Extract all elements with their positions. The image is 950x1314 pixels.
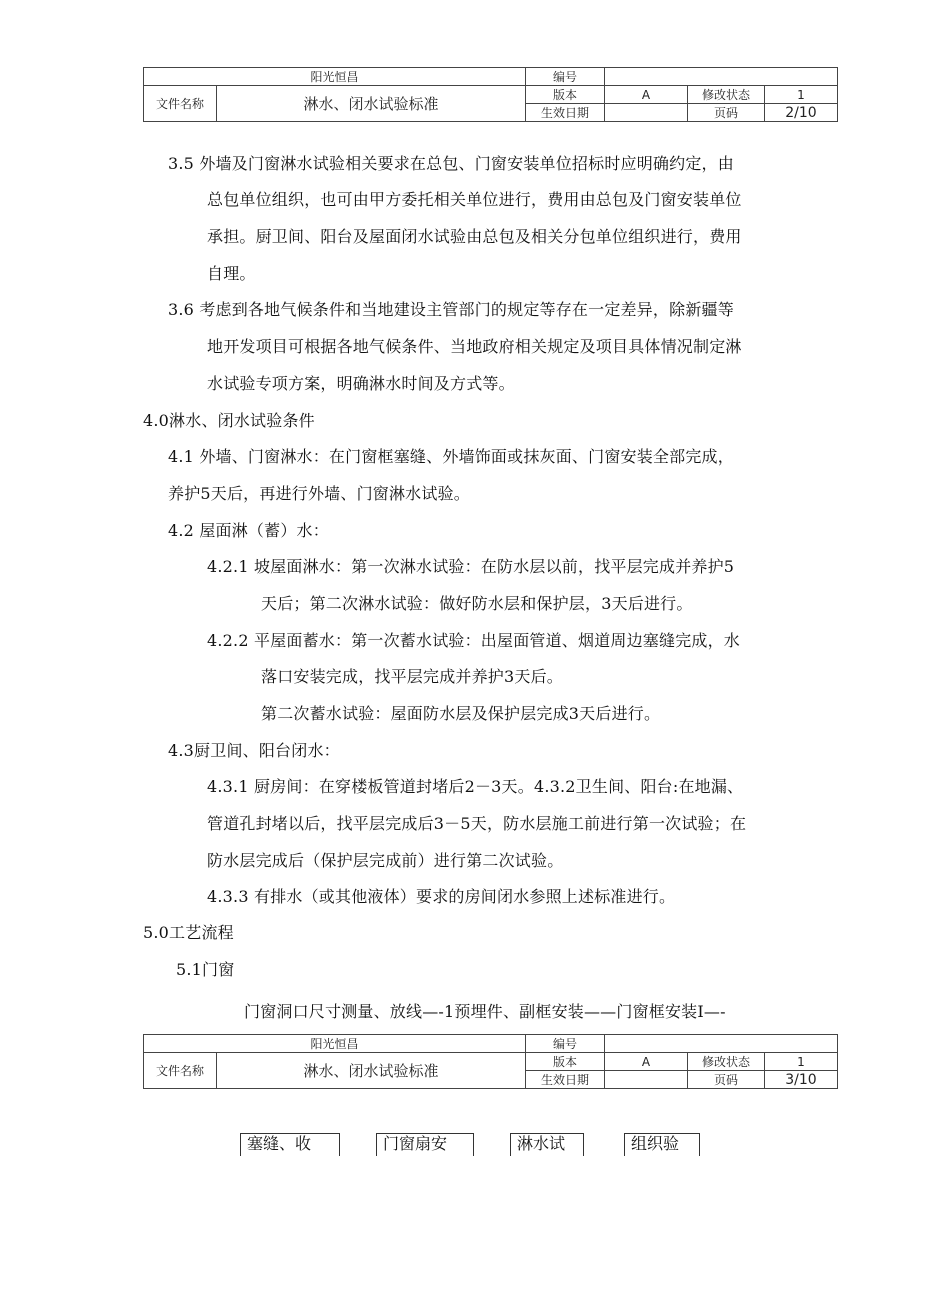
paragraph-4-2-2-line-1: 4.2.2 平屋面蓄水：第一次蓄水试验：出屋面管道、烟道周边塞缝完成，水 [207,631,740,650]
page-number: 3/10 [765,1071,838,1089]
company-name: 阳光恒昌 [144,68,526,86]
file-name: 淋水、闭水试验标准 [217,86,526,122]
flow-box-sash-install: 门窗扇安 [376,1133,474,1156]
effective-date-value [605,1071,688,1089]
paragraph-4-3-1-line-2: 管道孔封堵以后，找平层完成后3－5天，防水层施工前进行第一次试验；在 [207,814,747,833]
page-label: 页码 [688,104,765,122]
paragraph-4-2-1-line-2: 天后；第二次淋水试验：做好防水层和保护层，3天后进行。 [261,594,693,613]
version-value: A [605,86,688,104]
code-value [605,1035,838,1053]
paragraph-3-5-line-4: 自理。 [207,264,256,283]
paragraph-3-6-line-1: 3.6 考虑到各地气候条件和当地建设主管部门的规定等存在一定差异，除新疆等 [168,300,734,319]
paragraph-5-1-heading: 5.1门窗 [176,960,235,979]
revision-value: 1 [765,1053,838,1071]
version-label: 版本 [526,86,605,104]
file-name-label: 文件名称 [144,86,217,122]
version-value: A [605,1053,688,1071]
paragraph-4-3-3: 4.3.3 有排水（或其他液体）要求的房间闭水参照上述标准进行。 [207,887,676,906]
paragraph-4-1-line-1: 4.1 外墙、门窗淋水：在门窗框塞缝、外墙饰面或抹灰面、门窗安装全部完成， [168,447,734,466]
paragraph-4-2-2-line-3: 第二次蓄水试验：屋面防水层及保护层完成3天后进行。 [261,704,661,723]
paragraph-4-2-2-line-2: 落口安装完成，找平层完成并养护3天后。 [261,667,563,686]
code-label: 编号 [526,1035,605,1053]
file-name: 淋水、闭水试验标准 [217,1053,526,1089]
file-name-label: 文件名称 [144,1053,217,1089]
paragraph-4-2-heading: 4.2 屋面淋（蓄）水： [168,521,329,540]
header-table-bottom [143,1034,838,1089]
revision-label: 修改状态 [688,1053,765,1071]
flow-box-water-test: 淋水试 [510,1133,584,1156]
company-name: 阳光恒昌 [144,1035,526,1053]
paragraph-3-5-line-1: 3.5 外墙及门窗淋水试验相关要求在总包、门窗安装单位招标时应明确约定，由 [168,154,734,173]
paragraph-3-5-line-2: 总包单位组织，也可由甲方委托相关单位进行，费用由总包及门窗安装单位 [207,190,742,209]
effective-date-value [605,104,688,122]
revision-label: 修改状态 [688,86,765,104]
page-label: 页码 [688,1071,765,1089]
paragraph-4-3-1-line-3: 防水层完成后（保护层完成前）进行第二次试验。 [207,851,564,870]
flow-box-acceptance: 组织验 [624,1133,700,1156]
paragraph-3-6-line-3: 水试验专项方案，明确淋水时间及方式等。 [207,374,515,393]
code-value [605,68,838,86]
process-flow-line: 门窗洞口尺寸测量、放线—-1预埋件、副框安装——门窗框安装I—- [244,1002,726,1021]
section-5-0-heading: 5.0工艺流程 [143,923,234,942]
paragraph-4-3-heading: 4.3厨卫间、阳台闭水： [168,741,340,760]
paragraph-4-3-1-line-1: 4.3.1 厨房间：在穿楼板管道封堵后2－3天。4.3.2卫生间、阳台:在地漏、 [207,777,744,796]
header-table-top [143,67,838,122]
paragraph-4-2-1-line-1: 4.2.1 坡屋面淋水：第一次淋水试验：在防水层以前，找平层完成并养护5 [207,557,735,576]
page-number: 2/10 [765,104,838,122]
effective-date-label: 生效日期 [526,1071,605,1089]
flow-box-caulking: 塞缝、收 [240,1133,340,1156]
revision-value: 1 [765,86,838,104]
paragraph-3-5-line-3: 承担。厨卫间、阳台及屋面闭水试验由总包及相关分包单位组织进行，费用 [207,227,742,246]
code-label: 编号 [526,68,605,86]
paragraph-4-1-line-2: 养护5天后，再进行外墙、门窗淋水试验。 [168,484,470,503]
section-4-0-heading: 4.0淋水、闭水试验条件 [143,411,315,430]
paragraph-3-6-line-2: 地开发项目可根据各地气候条件、当地政府相关规定及项目具体情况制定淋 [207,337,742,356]
version-label: 版本 [526,1053,605,1071]
effective-date-label: 生效日期 [526,104,605,122]
